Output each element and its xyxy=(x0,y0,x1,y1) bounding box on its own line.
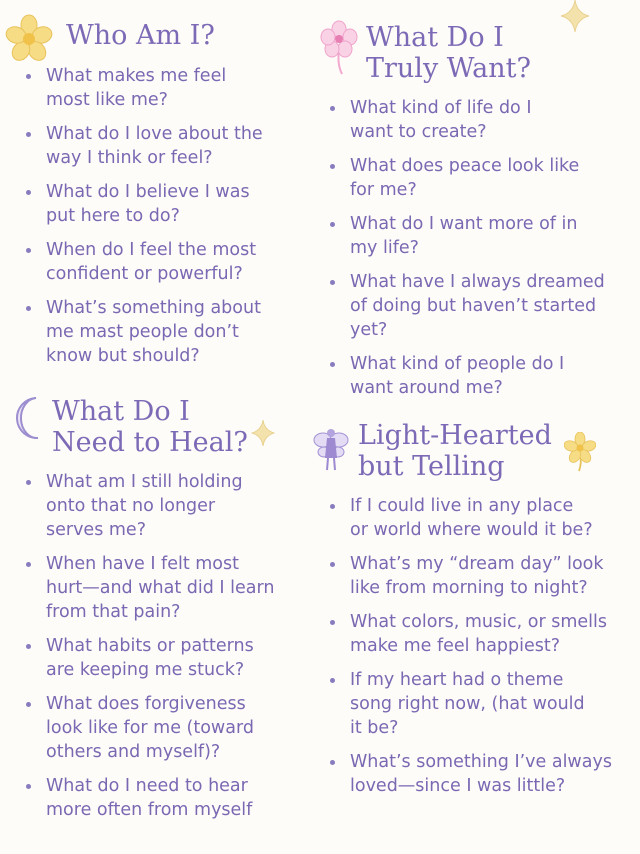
list-item: If I could live in any place or world where would it be? xyxy=(326,494,631,542)
list-item: What habits or patterns are keeping me stuck? xyxy=(22,634,317,682)
list-item: What am I still holding onto that no longer serves me? xyxy=(22,470,317,542)
list-item: What kind of people do I want around me? xyxy=(326,352,631,400)
list-item: What’s something I’ve always loved—since I was little? xyxy=(326,750,631,798)
list-item: What do I love about the way I think or feel? xyxy=(22,122,312,170)
section-what-do-i-truly-want xyxy=(326,22,631,400)
section-who-am-i xyxy=(22,20,312,368)
section-what-do-i-need-to-heal xyxy=(22,396,317,822)
list-item: What kind of life do I want to create? xyxy=(326,96,631,144)
list-item: What does forgiveness look like for me (toward others and myself)? xyxy=(22,692,317,764)
section-title: Light-Hearted but Telling xyxy=(358,420,552,482)
list-item: What colors, music, or smells make me feel happiest? xyxy=(326,610,631,658)
question-list xyxy=(326,96,631,400)
list-item: If my heart had o theme song right now, (hat would it be? xyxy=(326,668,631,740)
section-title: Who Am I? xyxy=(66,20,215,51)
question-list xyxy=(326,494,631,798)
list-item: What’s something about me mast people don’t know but should? xyxy=(22,296,312,368)
section-title: What Do I Truly Want? xyxy=(366,22,531,84)
list-item: When do I feel the most confident or powerful? xyxy=(22,238,312,286)
list-item: What’s my “dream day” look like from morning to night? xyxy=(326,552,631,600)
section-light-hearted-but-telling xyxy=(326,420,631,798)
list-item: What does peace look like for me? xyxy=(326,154,631,202)
list-item: What do I believe I was put here to do? xyxy=(22,180,312,228)
list-item: What do I need to hear more often from myself xyxy=(22,774,317,822)
section-title: What Do I Need to Heal? xyxy=(52,396,248,458)
list-item: When have I felt most hurt—and what did I learn from that pain? xyxy=(22,552,317,624)
list-item: What do I want more of in my life? xyxy=(326,212,631,260)
list-item: What makes me feel most like me? xyxy=(22,64,312,112)
list-item: What have I always dreamed of doing but haven’t started yet? xyxy=(326,270,631,342)
question-list xyxy=(22,64,312,368)
question-list xyxy=(22,470,317,822)
